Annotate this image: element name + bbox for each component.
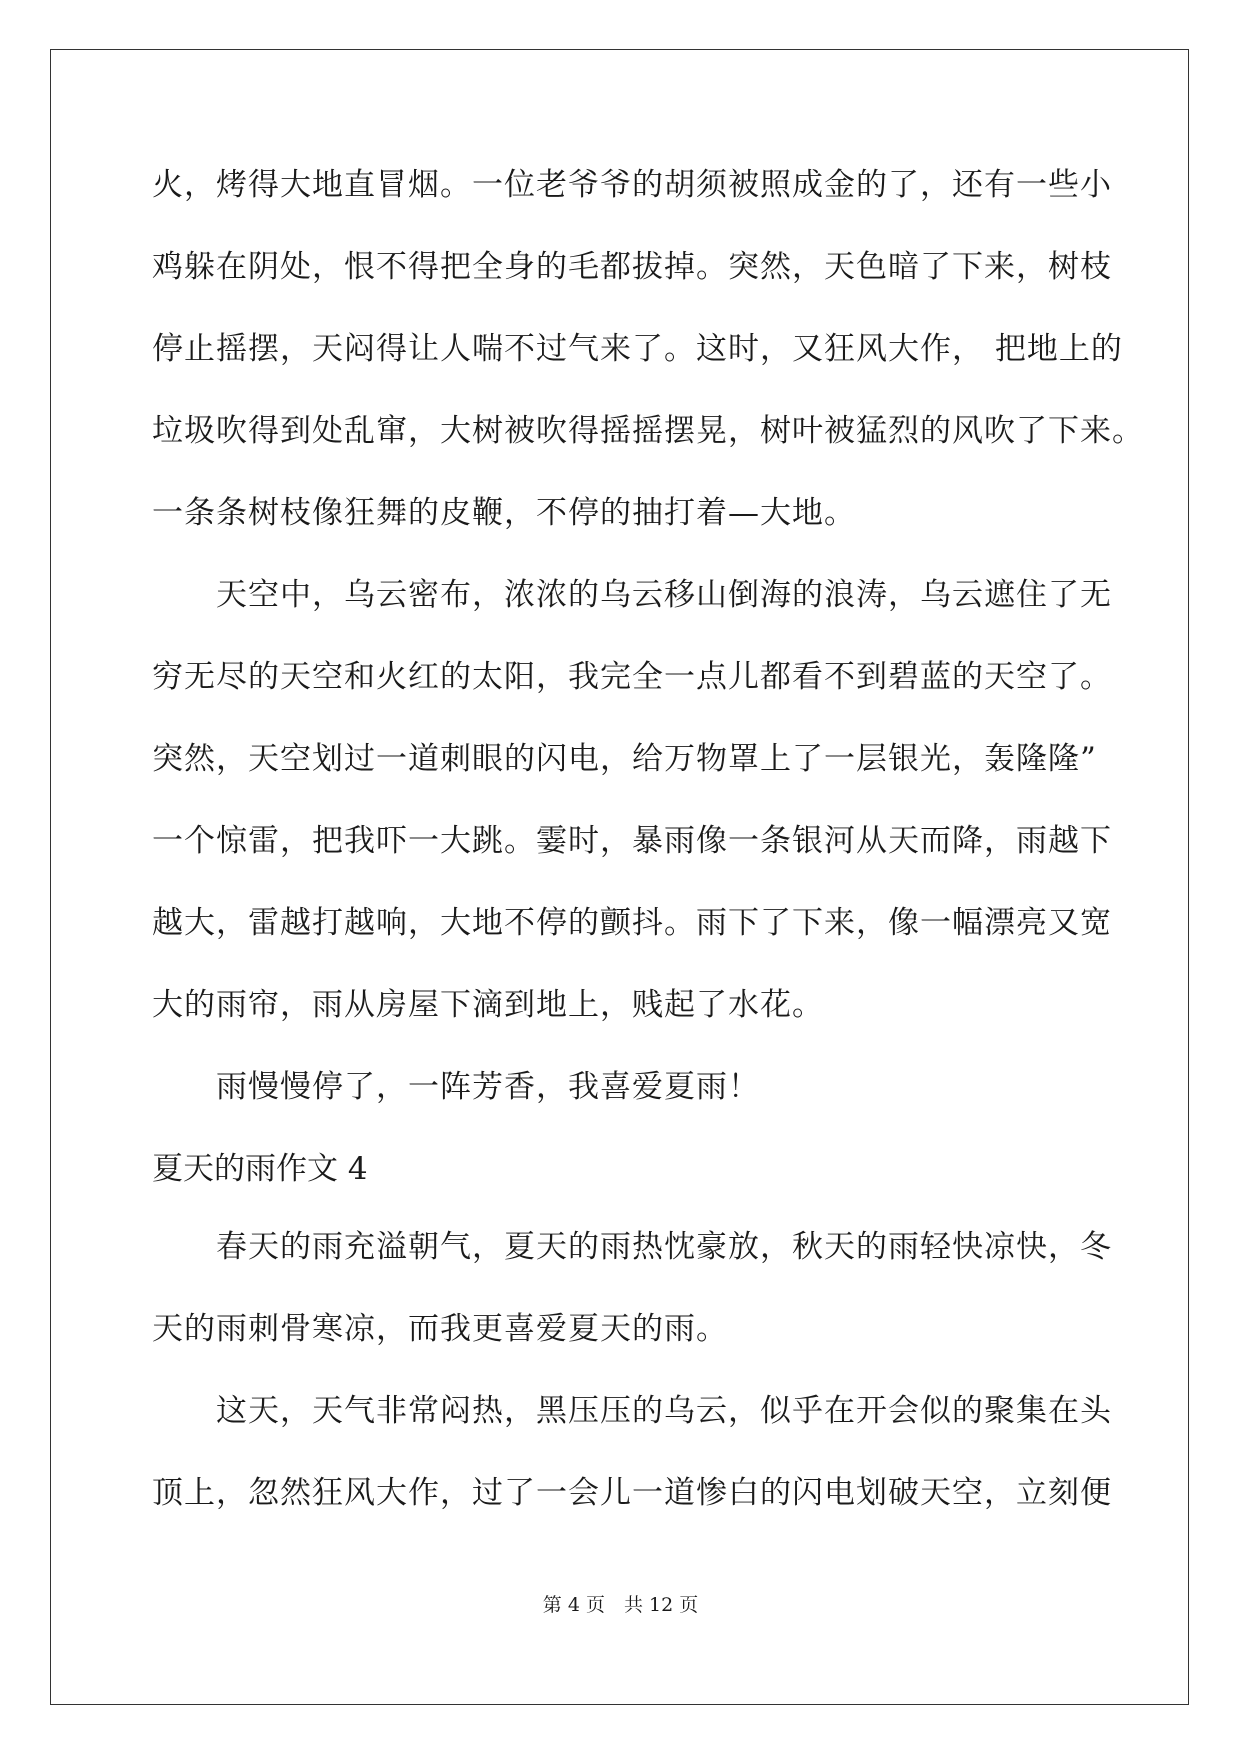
paragraph-start-line: 雨慢慢停了，一阵芳香，我喜爱夏雨！ [216, 1069, 760, 1105]
text-line: 天的雨刺骨寒凉，而我更喜爱夏天的雨。 [152, 1311, 728, 1347]
text-line: 突然，天空划过一道刺眼的闪电，给万物罩上了一层银光，轰隆隆” [152, 741, 1097, 777]
text-line: 越大，雷越打越响，大地不停的颤抖。雨下了下来，像一幅漂亮又宽 [152, 905, 1112, 941]
page-number-footer: 第 4 页 共 12 页 [542, 1594, 699, 1616]
paragraph-start-line: 这天，天气非常闷热，黑压压的乌云，似乎在开会似的聚集在头 [216, 1393, 1112, 1429]
text-line: 停止摇摆，天闷得让人喘不过气来了。这时，又狂风大作， 把地上的 [152, 331, 1123, 367]
text-line: 大的雨帘，雨从房屋下滴到地上，贱起了水花。 [152, 987, 824, 1023]
text-line: 一个惊雷，把我吓一大跳。霎时，暴雨像一条银河从天而降，雨越下 [152, 823, 1112, 859]
text-line: 一条条树枝像狂舞的皮鞭，不停的抽打着—大地。 [152, 495, 856, 531]
text-line: 顶上，忽然狂风大作，过了一会儿一道惨白的闪电划破天空，立刻便 [152, 1475, 1112, 1511]
document-body [152, 160, 1144, 1550]
section-title: 夏天的雨作文 4 [152, 1151, 368, 1187]
text-line: 鸡躲在阴处，恨不得把全身的毛都拔掉。突然，天色暗了下来，树枝 [152, 249, 1112, 285]
text-line: 火，烤得大地直冒烟。一位老爷爷的胡须被照成金的了，还有一些小 [152, 167, 1112, 203]
text-line: 穷无尽的天空和火红的太阳，我完全一点儿都看不到碧蓝的天空了。 [152, 659, 1112, 695]
text-line: 垃圾吹得到处乱窜，大树被吹得摇摇摆晃，树叶被猛烈的风吹了下来。 [152, 413, 1144, 449]
paragraph-start-line: 春天的雨充溢朝气，夏天的雨热忱豪放，秋天的雨轻快凉快，冬 [216, 1229, 1112, 1265]
paragraph-start-line: 天空中，乌云密布，浓浓的乌云移山倒海的浪涛，乌云遮住了无 [216, 577, 1112, 613]
